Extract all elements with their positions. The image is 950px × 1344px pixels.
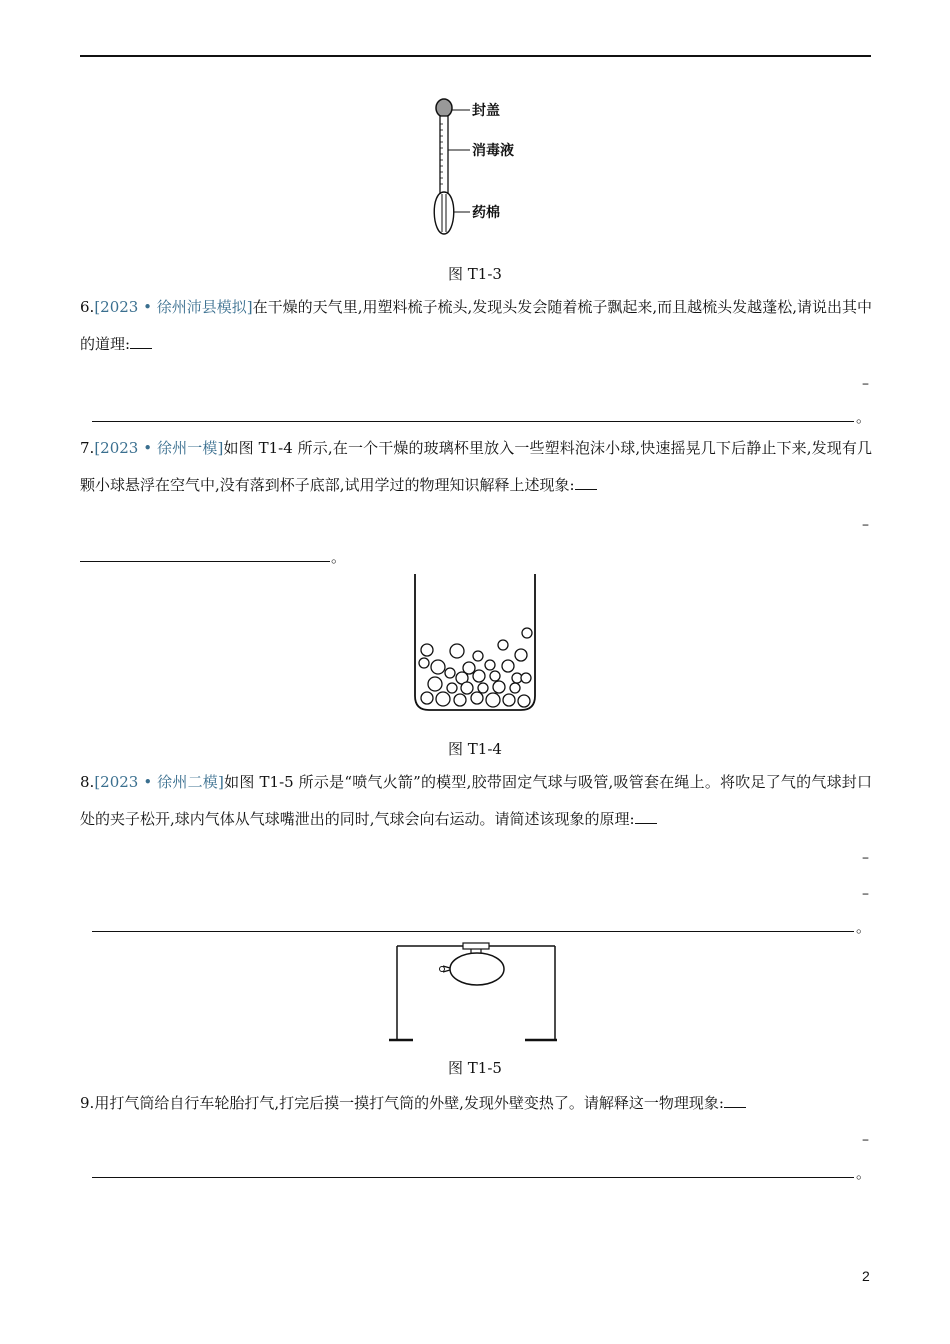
continuation-mark: – xyxy=(862,1132,869,1148)
question-number: 7. xyxy=(80,439,95,457)
answer-blank[interactable] xyxy=(724,1093,746,1108)
question-text: 如图 T1-5 所示是“喷气火箭”的模型,胶带固定气球与吸管,吸管套在绳上。将吹足了气的气球封口处的夹子松开,球内气体从气球嘴泄出的同时,气球会向右运动。请简述该现象的原理: xyxy=(80,773,873,828)
question-number: 9. xyxy=(80,1094,95,1112)
figure-caption: 图 T1-4 xyxy=(448,740,502,758)
question-number: 6. xyxy=(80,298,95,316)
figure-t1-5-balloon-rocket-diagram xyxy=(385,938,565,1044)
answer-blank[interactable] xyxy=(575,475,597,490)
question-source: [2023 • 徐州二模] xyxy=(94,773,224,791)
straw xyxy=(463,943,489,949)
question-7 xyxy=(80,430,872,504)
question-6 xyxy=(80,289,872,363)
question-source: [2023 • 徐州一模] xyxy=(94,439,224,457)
swab-cap xyxy=(436,99,452,117)
continuation-mark: – xyxy=(862,886,869,902)
question-8 xyxy=(80,764,872,838)
question-text: 如图 T1-4 所示,在一个干燥的玻璃杯里放入一些塑料泡沫小球,快速摇晃几下后静止下来,发现有几颗小球悬浮在空气中,没有落到杯子底部,试用学过的物理知识解释上述现象: xyxy=(80,439,872,494)
continuation-mark: – xyxy=(862,517,869,533)
label-disinfectant: 消毒液 xyxy=(472,143,514,159)
label-cotton: 药棉 xyxy=(472,205,500,221)
swab-cotton xyxy=(434,192,454,234)
end-period: 。 xyxy=(856,408,872,426)
question-number: 8. xyxy=(80,773,95,791)
figure-caption: 图 T1-3 xyxy=(448,265,502,283)
foam-balls xyxy=(419,628,532,707)
question-text: 用打气筒给自行车轮胎打气,打完后摸一摸打气筒的外壁,发现外壁变热了。请解释这一物理现象: xyxy=(94,1094,724,1112)
end-period: 。 xyxy=(856,1164,872,1182)
question-source: [2023 • 徐州沛县模拟] xyxy=(94,298,253,316)
answer-line[interactable] xyxy=(92,421,854,422)
question-9 xyxy=(80,1085,872,1122)
figure-caption: 图 T1-5 xyxy=(448,1059,502,1077)
continuation-mark: – xyxy=(862,850,869,866)
question-text: 在干燥的天气里,用塑料梳子梳头,发现头发会随着梳子飘起来,而且越梳头发越蓬松,请说出其中的道理: xyxy=(80,298,873,353)
figure-t1-4-cup-diagram xyxy=(405,570,545,715)
answer-line[interactable] xyxy=(92,931,854,932)
answer-blank[interactable] xyxy=(635,809,657,824)
answer-line[interactable] xyxy=(80,561,330,562)
answer-blank[interactable] xyxy=(130,334,152,349)
header-rule xyxy=(80,55,871,57)
page-number: 2 xyxy=(862,1268,870,1284)
label-cap: 封盖 xyxy=(472,103,500,119)
balloon xyxy=(450,953,504,985)
end-period: 。 xyxy=(331,548,347,566)
figure-t1-3-swab-diagram xyxy=(420,92,530,242)
swab-tube xyxy=(440,116,448,194)
answer-line[interactable] xyxy=(92,1177,854,1178)
end-period: 。 xyxy=(856,918,872,936)
continuation-mark: – xyxy=(862,376,869,392)
